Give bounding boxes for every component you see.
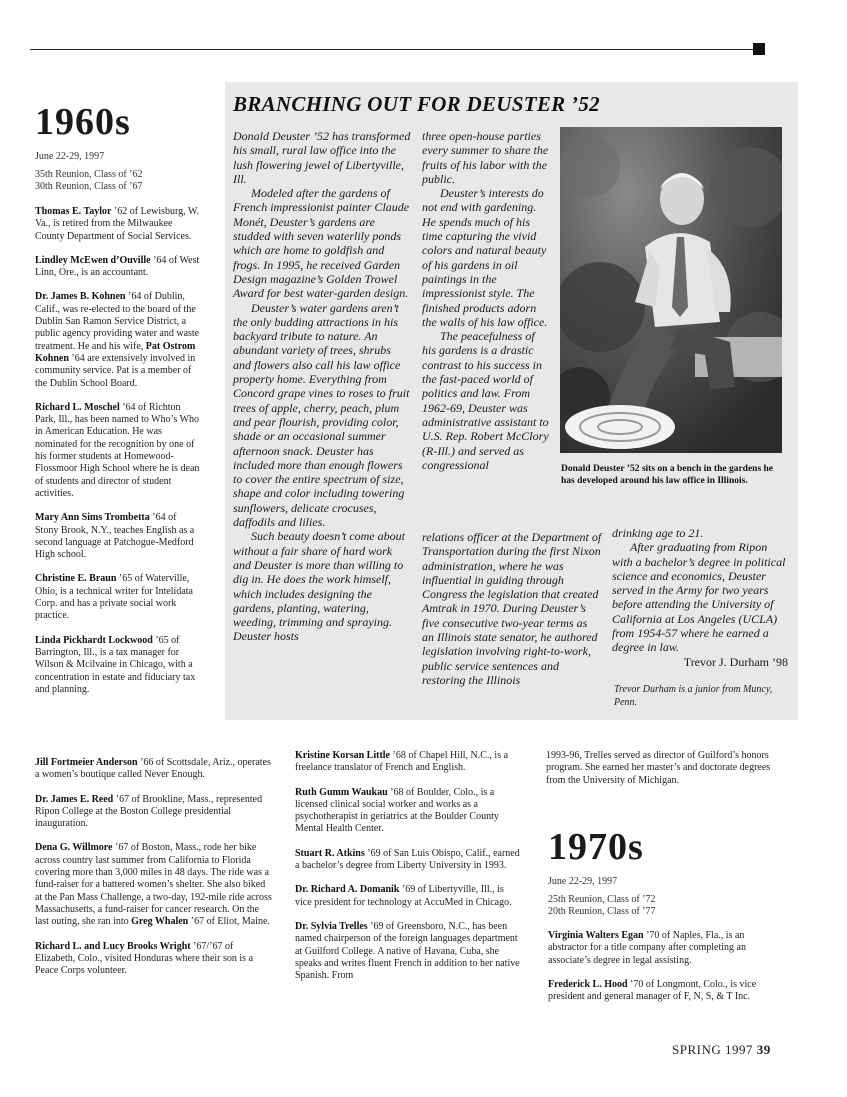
feature-paragraph: After graduating from Ripon with a bachelor’s degree in political science and economics, Deuster served in the Army for two years before attending the University of California at Los Angeles (UCLA) from 1954-57 where he earned a degree in law. — [612, 540, 786, 655]
reunion-line: 20th Reunion, Class of ’77 — [548, 906, 656, 917]
feature-paragraph: Modeled after the gardens of French impressionist painter Claude Monét, Deuster’s gardens are studded with seven waterlily ponds which are home to goldfish and frogs. In 1995, he received Garden Design magazine’s Golden Trowel Award for best water-garden design. — [233, 186, 410, 301]
feature-paragraph: drinking age to 21. — [612, 526, 704, 540]
alumni-name: Lindley McEwen d’Ouville — [35, 254, 151, 266]
photo-man-on-bench — [560, 127, 782, 453]
photo-caption: Donald Deuster ’52 sits on a bench in the gardens he has developed around his law office in Illinois. — [561, 464, 774, 486]
top-rule-marker — [753, 43, 765, 55]
reunion-info-1970s — [548, 876, 656, 919]
alumni-name: Kristine Korsan Little — [295, 750, 390, 761]
top-rule — [30, 49, 756, 50]
feature-paragraph: Such beauty doesn’t come about without a fair share of hard work and Deuster is more than willing to dig in. He does the work himself, which includes designing the gardens, planting, watering, weeding, trimming and spraying. Deuster hosts — [233, 529, 405, 644]
feature-paragraph: Deuster’s interests do not end with gardening. He spends much of his time capturing the vivid colors and natural beauty of his gardens in oil paintings in the impressionist style. The finished products adorn the walls of his law office. — [422, 186, 548, 329]
alumni-name: Christine E. Braun — [35, 573, 117, 585]
class-note: Dr. James E. Reed ’67 of Brookline, Mass., represented Ripon College at the Boston College presidential inauguration. — [35, 793, 263, 830]
issue-label: SPRING 1997 — [672, 1042, 753, 1057]
alumni-name: Dr. Sylvia Trelles — [295, 920, 368, 932]
decade-heading-1970s: 1970s — [548, 826, 644, 868]
class-note: Richard L. and Lucy Brooks Wright ’67/’67 of Elizabeth, Colo., visited Honduras where their son is a Peace Corps volunteer. — [35, 940, 254, 977]
alumni-name: Dr. James B. Kohnen — [35, 291, 126, 303]
reunion-line: 25th Reunion, Class of ’72 — [548, 893, 656, 905]
class-note: Jill Fortmeier Anderson ’66 of Scottsdale, Ariz., operates a women’s boutique called Never Enough. — [35, 757, 271, 781]
class-note: Mary Ann Sims Trombetta ’64 of Stony Brook, N.Y., teaches English as a second language at Patchogue-Medford High school. — [35, 512, 195, 561]
feature-paragraph: Donald Deuster ’52 has transformed his small, rural law office into the lush flowering jewel of Libertyville, Ill. — [233, 129, 411, 186]
class-note: Dr. James B. Kohnen ’64 of Dublin, Calif., was re-elected to the board of the Dublin San Ramon Service District, a public agency providing water and waste treatment. He and his wife, Pat Ostrom Kohnen ’64 are extensively involved in community service. Pat is a member of the Dublin School Board. — [35, 291, 200, 389]
page-number: 39 — [756, 1042, 771, 1057]
alumni-name: Ruth Gumm Waukau — [295, 786, 388, 798]
alumni-name: Richard L. and Lucy Brooks Wright — [35, 940, 191, 952]
class-note: Stuart R. Atkins ’69 of San Luis Obispo, Calif., earned a bachelor’s degree from Liberty University in 1993. — [295, 847, 520, 872]
class-note: Ruth Gumm Waukau ’68 of Boulder, Colo., is a licensed clinical social worker and works as a psychotherapist in geriatrics at the Boulder County Mental Health Center. — [295, 786, 499, 835]
alumni-name: Stuart R. Atkins — [295, 847, 365, 859]
class-note: Linda Pickhardt Lockwood ’65 of Barrington, Ill., is a tax manager for Wilson & Mcilvaine in Chicago, with a concentration in estate and fiduciary tax and planning. — [35, 634, 196, 695]
class-note: Frederick L. Hood ’70 of Longmont, Colo., is vice president and general manager of F, N, S, & T Inc. — [548, 978, 757, 1003]
alumni-name: Frederick L. Hood — [548, 978, 628, 990]
class-notes-right-column-continued — [546, 750, 781, 799]
feature-paragraph: The peacefulness of his gardens is a drastic contrast to his success in the fast-paced world of politics and law. From 1962-69, Deuster was administrative assistant to U.S. Rep. Robert McClory (R-Ill.) and served as congressional — [422, 329, 549, 472]
feature-paragraph: Deuster’s water gardens aren’t the only budding attractions in his backyard tribute to nature. An abundant variety of trees, shrubs and flowers also call his law office property home. Everything from Concord grape vines to roses to fruit trees of apple, cherry, peach, plum and pear flourish, providing color, shade or an occasional summer afternoon snack. Deuster has included more than enough flowers to cover the entire spectrum of size, shape and color including towering sunflowers, delicate crocuses, daffodils and lilies. — [233, 300, 410, 530]
alumni-name: Virginia Walters Egan — [548, 930, 644, 941]
decade-heading-1960s: 1960s — [35, 101, 131, 143]
class-notes-left-column-lower — [35, 757, 273, 989]
alumni-name: Greg Whalen — [131, 916, 189, 928]
author-note: Trevor Durham is a junior from Muncy, Penn. — [614, 684, 773, 708]
class-note: Dr. Sylvia Trelles ’69 of Greensboro, N.C., has been named chairperson of the foreign languages department at Guilford College. A native of Havana, Cuba, she speaks and writes fluent French in addition to her native Spanish. From — [295, 920, 520, 982]
class-note: Virginia Walters Egan ’70 of Naples, Fla., is an abstractor for a title company after completing an associate’s degree in legal assisting. — [548, 930, 746, 966]
feature-paragraph: relations officer at the Department of Transportation during the first Nixon administration, where he was influential in guiding through Congress the legislation that created Amtrak in 1970. During Deuster’s five consecutive two-year terms as an Illinois state senator, he authored legislation involving right-to-work, public service sentences and restoring the Illinois — [422, 530, 602, 687]
alumni-name: Mary Ann Sims Trombetta — [35, 512, 150, 524]
class-note-continued: 1993-96, Trelles served as director of Guilford’s honors program. She earned her master’s and doctorate degrees from the University of Michigan. — [546, 750, 771, 786]
reunion-info-1960s — [35, 151, 143, 194]
class-note: Thomas E. Taylor ’62 of Lewisburg, W. Va., is retired from the Milwaukee County Department of Social Services. — [35, 206, 200, 242]
reunion-date: June 22-29, 1997 — [548, 876, 618, 887]
photo-illustration — [560, 127, 782, 453]
byline: Trevor J. Durham ’98 — [683, 654, 788, 669]
class-note: Christine E. Braun ’65 of Waterville, Ohio, is a technical writer for Intelidata Corp. and has a private social work practice. — [35, 573, 193, 622]
class-note: Dena G. Willmore ’67 of Boston, Mass., rode her bike across country last summer from California to Florida covering more than 3,000 miles in 48 days. The ride was a fund-raiser for a battered women’s shelter. She also biked at the Pan Mass Challenge, a two-day, 192-mile ride across Massachusetts, a fund-raiser for cancer research. On the last outing, she ran into Greg Whalen ’67 of Eliot, Maine. — [35, 842, 272, 928]
reunion-date: June 22-29, 1997 — [35, 151, 105, 162]
feature-column-2 — [422, 129, 550, 472]
reunion-line: 30th Reunion, Class of ’67 — [35, 181, 143, 192]
feature-column-3 — [612, 526, 788, 669]
reunion-line: 35th Reunion, Class of ’62 — [35, 168, 143, 180]
page-footer — [672, 1042, 771, 1058]
alumni-name: Jill Fortmeier Anderson — [35, 757, 138, 768]
feature-paragraph: three open-house parties every summer to share the fruits of his labor with the public. — [422, 129, 549, 186]
alumni-name: Pat Ostrom Kohnen — [35, 340, 196, 364]
alumni-name: Thomas E. Taylor — [35, 206, 112, 217]
alumni-name: Linda Pickhardt Lockwood — [35, 634, 153, 646]
class-notes-1970s — [548, 930, 783, 1015]
class-note: Lindley McEwen d’Ouville ’64 of West Linn, Ore., is an accountant. — [35, 254, 200, 279]
class-note: Kristine Korsan Little ’68 of Chapel Hill, N.C., is a freelance translator of French and English. — [295, 750, 509, 774]
class-notes-middle-column — [295, 750, 520, 994]
feature-column-2-lower — [422, 530, 602, 687]
alumni-name: Dr. James E. Reed — [35, 793, 114, 805]
class-note: Richard L. Moschel ’64 of Richton Park, Ill., has been named to Who’s Who in American Education. He was nominated for the recognition by one of his former students at Homewood-Flossmoor High School where he is dean of students and director of student activities. — [35, 401, 200, 499]
feature-title: BRANCHING OUT FOR DEUSTER ’52 — [233, 92, 600, 116]
class-note: Dr. Richard A. Domanik ’69 of Libertyville, Ill., is vice president for technology at AccuMed in Chicago. — [295, 884, 512, 908]
alumni-name: Dena G. Willmore — [35, 842, 113, 854]
alumni-name: Richard L. Moschel — [35, 401, 120, 413]
alumni-name: Dr. Richard A. Domanik — [295, 884, 400, 896]
feature-column-1 — [233, 129, 411, 644]
class-notes-left-column — [35, 206, 200, 708]
